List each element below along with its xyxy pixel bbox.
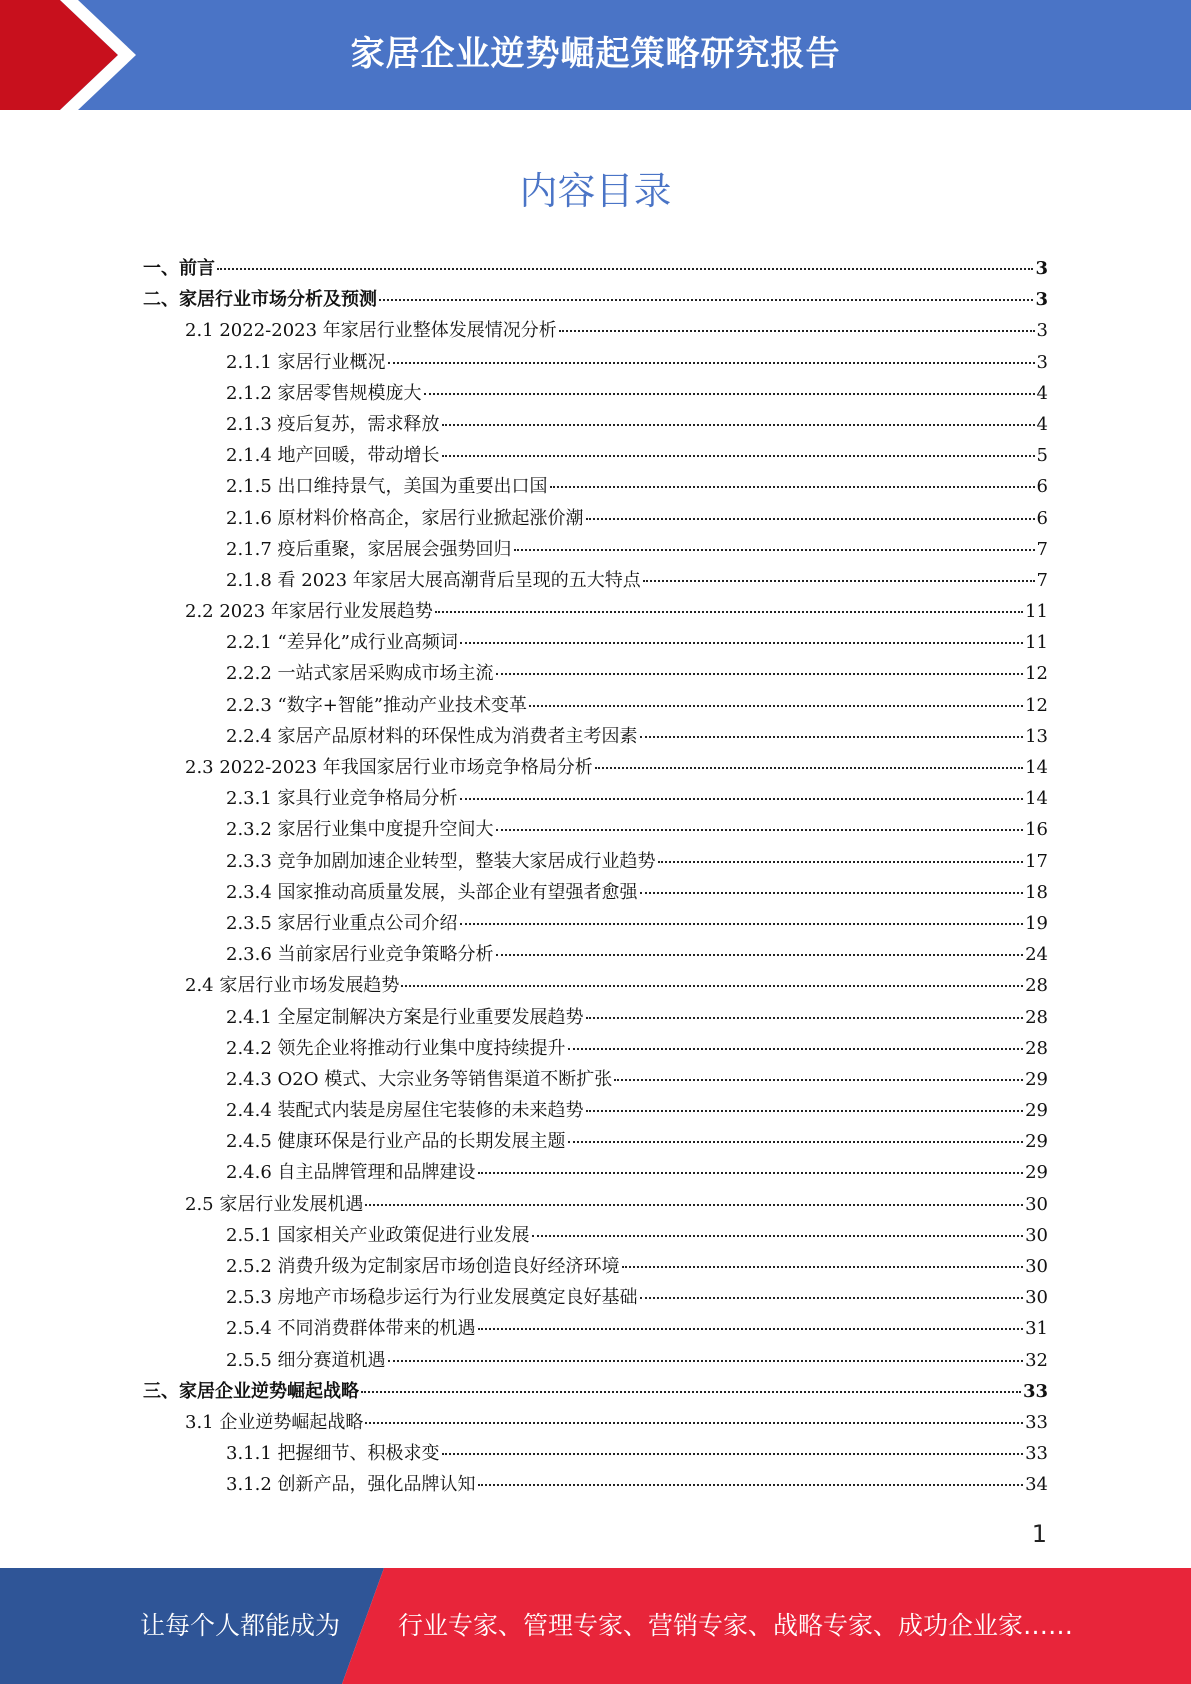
toc-entry[interactable] bbox=[143, 504, 1048, 535]
toc-entry-label: 2.5 家居行业发展机遇 bbox=[185, 1193, 364, 1215]
toc-dot-leader bbox=[496, 673, 1024, 675]
toc-entry[interactable] bbox=[143, 1065, 1048, 1096]
toc-dot-leader bbox=[640, 892, 1024, 894]
toc-entry[interactable] bbox=[143, 441, 1048, 472]
toc-entry[interactable] bbox=[143, 1096, 1048, 1127]
toc-entry[interactable] bbox=[143, 597, 1048, 628]
toc-entry-page: 18 bbox=[1025, 881, 1048, 903]
toc-dot-leader bbox=[586, 1110, 1024, 1112]
toc-dot-leader bbox=[478, 1484, 1024, 1486]
toc-dot-leader bbox=[568, 1048, 1024, 1050]
toc-dot-leader bbox=[424, 393, 1035, 395]
toc-entry-page: 30 bbox=[1025, 1224, 1048, 1246]
toc-dot-leader bbox=[442, 424, 1035, 426]
toc-dot-leader bbox=[365, 1422, 1023, 1424]
page-number: 1 bbox=[1031, 1520, 1047, 1548]
toc-entry-page: 13 bbox=[1025, 725, 1048, 747]
toc-entry-label: 2.1.8 看 2023 年家居大展高潮背后呈现的五大特点 bbox=[226, 569, 641, 591]
toc-entry-page: 4 bbox=[1036, 413, 1048, 435]
toc-entry-label: 2.1.5 出口维持景气，美国为重要出口国 bbox=[226, 476, 548, 498]
toc-entry-label: 2.3 2022-2023 年我国家居行业市场竞争格局分析 bbox=[185, 757, 593, 778]
toc-entry[interactable] bbox=[143, 566, 1048, 597]
toc-entry[interactable] bbox=[143, 753, 1048, 784]
toc-entry-page: 17 bbox=[1025, 850, 1048, 872]
toc-entry[interactable] bbox=[143, 1408, 1048, 1439]
toc-heading: 内容目录 bbox=[519, 169, 672, 213]
toc-entry[interactable] bbox=[143, 878, 1048, 909]
toc-dot-leader bbox=[586, 1017, 1024, 1019]
toc-entry[interactable] bbox=[143, 316, 1048, 347]
toc-entry-label: 3.1.2 创新产品，强化品牌认知 bbox=[226, 1474, 476, 1496]
toc-entry[interactable] bbox=[143, 285, 1048, 316]
toc-entry-page: 28 bbox=[1025, 975, 1048, 997]
toc-dot-leader bbox=[442, 1453, 1024, 1455]
toc-entry-page: 29 bbox=[1025, 1100, 1048, 1122]
toc-entry-label: 2.1.6 原材料价格高企，家居行业掀起涨价潮 bbox=[226, 507, 584, 529]
toc-entry-page: 32 bbox=[1025, 1349, 1048, 1371]
toc-entry[interactable] bbox=[143, 628, 1048, 659]
toc-entry[interactable] bbox=[143, 1439, 1048, 1470]
toc-dot-leader bbox=[379, 299, 1033, 301]
toc-entry-label: 2.3.2 家居行业集中度提升空间大 bbox=[226, 819, 494, 841]
toc-entry-label: 2.2 2023 年家居行业发展趋势 bbox=[185, 601, 433, 623]
toc-entry[interactable] bbox=[143, 1003, 1048, 1034]
toc-entry-label: 2.5.4 不同消费群体带来的机遇 bbox=[226, 1318, 476, 1340]
toc-entry[interactable] bbox=[143, 410, 1048, 441]
toc-entry[interactable] bbox=[143, 1470, 1048, 1501]
toc-entry-label: 2.1.7 疫后重聚，家居展会强势回归 bbox=[226, 538, 512, 560]
toc-entry-page: 3 bbox=[1035, 289, 1048, 311]
toc-entry[interactable] bbox=[143, 659, 1048, 690]
toc-entry-label: 2.3.3 竞争加剧加速企业转型，整装大家居成行业趋势 bbox=[226, 850, 656, 872]
toc-dot-leader bbox=[586, 518, 1035, 520]
toc-entry-label: 二、家居行业市场分析及预测 bbox=[143, 289, 377, 311]
toc-dot-leader bbox=[478, 1172, 1024, 1174]
toc-entry-label: 2.1.4 地产回暖，带动增长 bbox=[226, 445, 440, 467]
toc-dot-leader bbox=[478, 1328, 1024, 1330]
toc-dot-leader bbox=[640, 1297, 1024, 1299]
toc-dot-leader bbox=[460, 923, 1024, 925]
toc-entry-label: 2.4.2 领先企业将推动行业集中度持续提升 bbox=[226, 1037, 566, 1059]
toc-entry-label: 3.1.1 把握细节、积极求变 bbox=[226, 1443, 440, 1465]
toc-entry-label: 一、前言 bbox=[143, 258, 215, 279]
toc-entry-label: 2.5.3 房地产市场稳步运行为行业发展奠定良好基础 bbox=[226, 1287, 638, 1309]
report-title: 家居企业逆势崛起策略研究报告 bbox=[350, 34, 841, 74]
toc-entry-label: 2.4 家居行业市场发展趋势 bbox=[185, 975, 400, 997]
toc-dot-leader bbox=[532, 1235, 1024, 1237]
toc-entry-label: 2.4.6 自主品牌管理和品牌建设 bbox=[226, 1162, 476, 1184]
toc-entry-label: 2.5.2 消费升级为定制家居市场创造良好经济环境 bbox=[226, 1256, 620, 1277]
toc-entry-page: 11 bbox=[1025, 601, 1048, 623]
toc-entry-page: 12 bbox=[1025, 694, 1048, 716]
toc-entry-page: 16 bbox=[1025, 819, 1048, 841]
toc-entry[interactable] bbox=[143, 1190, 1048, 1221]
toc-entry[interactable] bbox=[143, 909, 1048, 940]
toc-entry-label: 2.5.1 国家相关产业政策促进行业发展 bbox=[226, 1224, 530, 1246]
toc-entry-label: 2.2.1 “差异化”成行业高频词 bbox=[226, 632, 458, 654]
toc-entry-page: 6 bbox=[1036, 476, 1048, 498]
toc-entry[interactable] bbox=[143, 784, 1048, 815]
toc-entry[interactable] bbox=[143, 1034, 1048, 1065]
toc-entry-label: 2.3.6 当前家居行业竞争策略分析 bbox=[226, 944, 494, 966]
toc-entry-page: 28 bbox=[1025, 1037, 1048, 1059]
toc-entry[interactable] bbox=[143, 691, 1048, 722]
toc-dot-leader bbox=[388, 1360, 1024, 1362]
toc-entry[interactable] bbox=[143, 254, 1048, 285]
table-of-contents bbox=[143, 254, 1048, 1502]
footer-banner bbox=[0, 1568, 1191, 1684]
toc-entry-label: 2.2.4 家居产品原材料的环保性成为消费者主考因素 bbox=[226, 725, 638, 747]
toc-entry-page: 30 bbox=[1025, 1256, 1048, 1277]
toc-entry-page: 29 bbox=[1025, 1162, 1048, 1184]
toc-entry-page: 5 bbox=[1036, 445, 1048, 467]
toc-dot-leader bbox=[401, 985, 1023, 987]
toc-entry-label: 2.4.5 健康环保是行业产品的长期发展主题 bbox=[226, 1131, 566, 1153]
toc-entry-page: 29 bbox=[1025, 1131, 1048, 1153]
toc-entry-label: 2.5.5 细分赛道机遇 bbox=[226, 1349, 386, 1371]
toc-dot-leader bbox=[658, 861, 1024, 863]
toc-entry-page: 7 bbox=[1036, 538, 1048, 560]
toc-entry-label: 3.1 企业逆势崛起战略 bbox=[185, 1411, 364, 1433]
footer-slogan-left: 让每个人都能成为 bbox=[140, 1611, 341, 1640]
toc-entry-page: 6 bbox=[1036, 507, 1048, 529]
toc-entry-page: 28 bbox=[1025, 1006, 1048, 1028]
toc-dot-leader bbox=[496, 829, 1024, 831]
toc-entry[interactable] bbox=[143, 1127, 1048, 1158]
toc-dot-leader bbox=[640, 736, 1024, 738]
toc-entry[interactable] bbox=[143, 722, 1048, 753]
toc-entry[interactable] bbox=[143, 1221, 1048, 1252]
toc-dot-leader bbox=[568, 1141, 1024, 1143]
toc-entry[interactable] bbox=[143, 1346, 1048, 1377]
toc-entry-label: 三、家居企业逆势崛起战略 bbox=[143, 1380, 359, 1402]
toc-dot-leader bbox=[460, 642, 1023, 644]
toc-entry-label: 2.1.3 疫后复苏，需求释放 bbox=[226, 413, 440, 435]
toc-dot-leader bbox=[514, 549, 1035, 551]
toc-entry-page: 30 bbox=[1025, 1287, 1048, 1309]
toc-entry-page: 14 bbox=[1025, 788, 1048, 810]
toc-dot-leader bbox=[643, 580, 1035, 582]
toc-entry-label: 2.2.3 “数字+智能”推动产业技术变革 bbox=[226, 694, 528, 716]
toc-dot-leader bbox=[365, 1204, 1023, 1206]
toc-entry-page: 34 bbox=[1025, 1474, 1048, 1496]
toc-dot-leader bbox=[442, 455, 1035, 457]
toc-entry[interactable] bbox=[143, 971, 1048, 1002]
toc-entry-label: 2.4.1 全屋定制解决方案是行业重要发展趋势 bbox=[226, 1006, 584, 1028]
toc-dot-leader bbox=[529, 705, 1023, 707]
toc-entry-page: 12 bbox=[1025, 663, 1048, 685]
toc-entry-label: 2.3.4 国家推动高质量发展，头部企业有望强者愈强 bbox=[226, 881, 638, 903]
toc-entry-page: 24 bbox=[1025, 944, 1048, 966]
toc-entry-page: 11 bbox=[1025, 632, 1048, 654]
toc-entry-page: 33 bbox=[1025, 1443, 1048, 1465]
toc-entry-page: 33 bbox=[1025, 1411, 1048, 1433]
toc-entry-page: 29 bbox=[1025, 1068, 1048, 1090]
toc-dot-leader bbox=[217, 268, 1033, 270]
toc-dot-leader bbox=[622, 1266, 1024, 1268]
toc-entry-label: 2.4.3 O2O 模式、大宗业务等销售渠道不断扩张 bbox=[226, 1068, 613, 1090]
footer-slogan-right: 行业专家、管理专家、营销专家、战略专家、成功企业家…… bbox=[398, 1611, 1074, 1640]
toc-dot-leader bbox=[388, 362, 1035, 364]
toc-entry[interactable] bbox=[143, 815, 1048, 846]
toc-entry-label: 2.2.2 一站式家居采购成市场主流 bbox=[226, 663, 494, 685]
toc-entry[interactable] bbox=[143, 1158, 1048, 1189]
toc-entry-page: 3 bbox=[1035, 258, 1048, 279]
toc-entry[interactable] bbox=[143, 379, 1048, 410]
toc-entry-page: 3 bbox=[1036, 320, 1048, 342]
toc-entry-page: 4 bbox=[1036, 382, 1048, 404]
toc-entry-label: 2.1 2022-2023 年家居行业整体发展情况分析 bbox=[185, 320, 557, 342]
toc-entry[interactable] bbox=[143, 1314, 1048, 1345]
toc-dot-leader bbox=[559, 330, 1035, 332]
toc-entry-page: 33 bbox=[1022, 1380, 1048, 1402]
toc-entry-page: 3 bbox=[1036, 351, 1048, 373]
toc-entry[interactable] bbox=[143, 1377, 1048, 1408]
toc-entry-label: 2.1.1 家居行业概况 bbox=[226, 351, 386, 373]
toc-entry-page: 19 bbox=[1025, 912, 1048, 934]
toc-entry-page: 7 bbox=[1036, 569, 1048, 591]
toc-entry-page: 30 bbox=[1025, 1193, 1048, 1215]
header-bar bbox=[0, 0, 1191, 110]
toc-entry[interactable] bbox=[143, 472, 1048, 503]
toc-entry-label: 2.4.4 装配式内装是房屋住宅装修的未来趋势 bbox=[226, 1100, 584, 1122]
toc-entry[interactable] bbox=[143, 535, 1048, 566]
toc-dot-leader bbox=[361, 1391, 1021, 1393]
toc-dot-leader bbox=[614, 1079, 1023, 1081]
toc-entry-page: 31 bbox=[1025, 1318, 1048, 1340]
toc-entry[interactable] bbox=[143, 940, 1048, 971]
toc-dot-leader bbox=[550, 486, 1035, 488]
toc-entry[interactable] bbox=[143, 348, 1048, 379]
toc-dot-leader bbox=[435, 611, 1023, 613]
toc-entry-label: 2.3.5 家居行业重点公司介绍 bbox=[226, 912, 458, 934]
toc-dot-leader bbox=[595, 767, 1023, 769]
toc-entry[interactable] bbox=[143, 1252, 1048, 1283]
toc-entry[interactable] bbox=[143, 847, 1048, 878]
toc-entry-label: 2.3.1 家具行业竞争格局分析 bbox=[226, 788, 458, 810]
toc-entry[interactable] bbox=[143, 1283, 1048, 1314]
toc-dot-leader bbox=[496, 954, 1024, 956]
toc-dot-leader bbox=[460, 798, 1024, 800]
toc-entry-label: 2.1.2 家居零售规模庞大 bbox=[226, 382, 422, 404]
toc-entry-page: 14 bbox=[1025, 757, 1048, 778]
